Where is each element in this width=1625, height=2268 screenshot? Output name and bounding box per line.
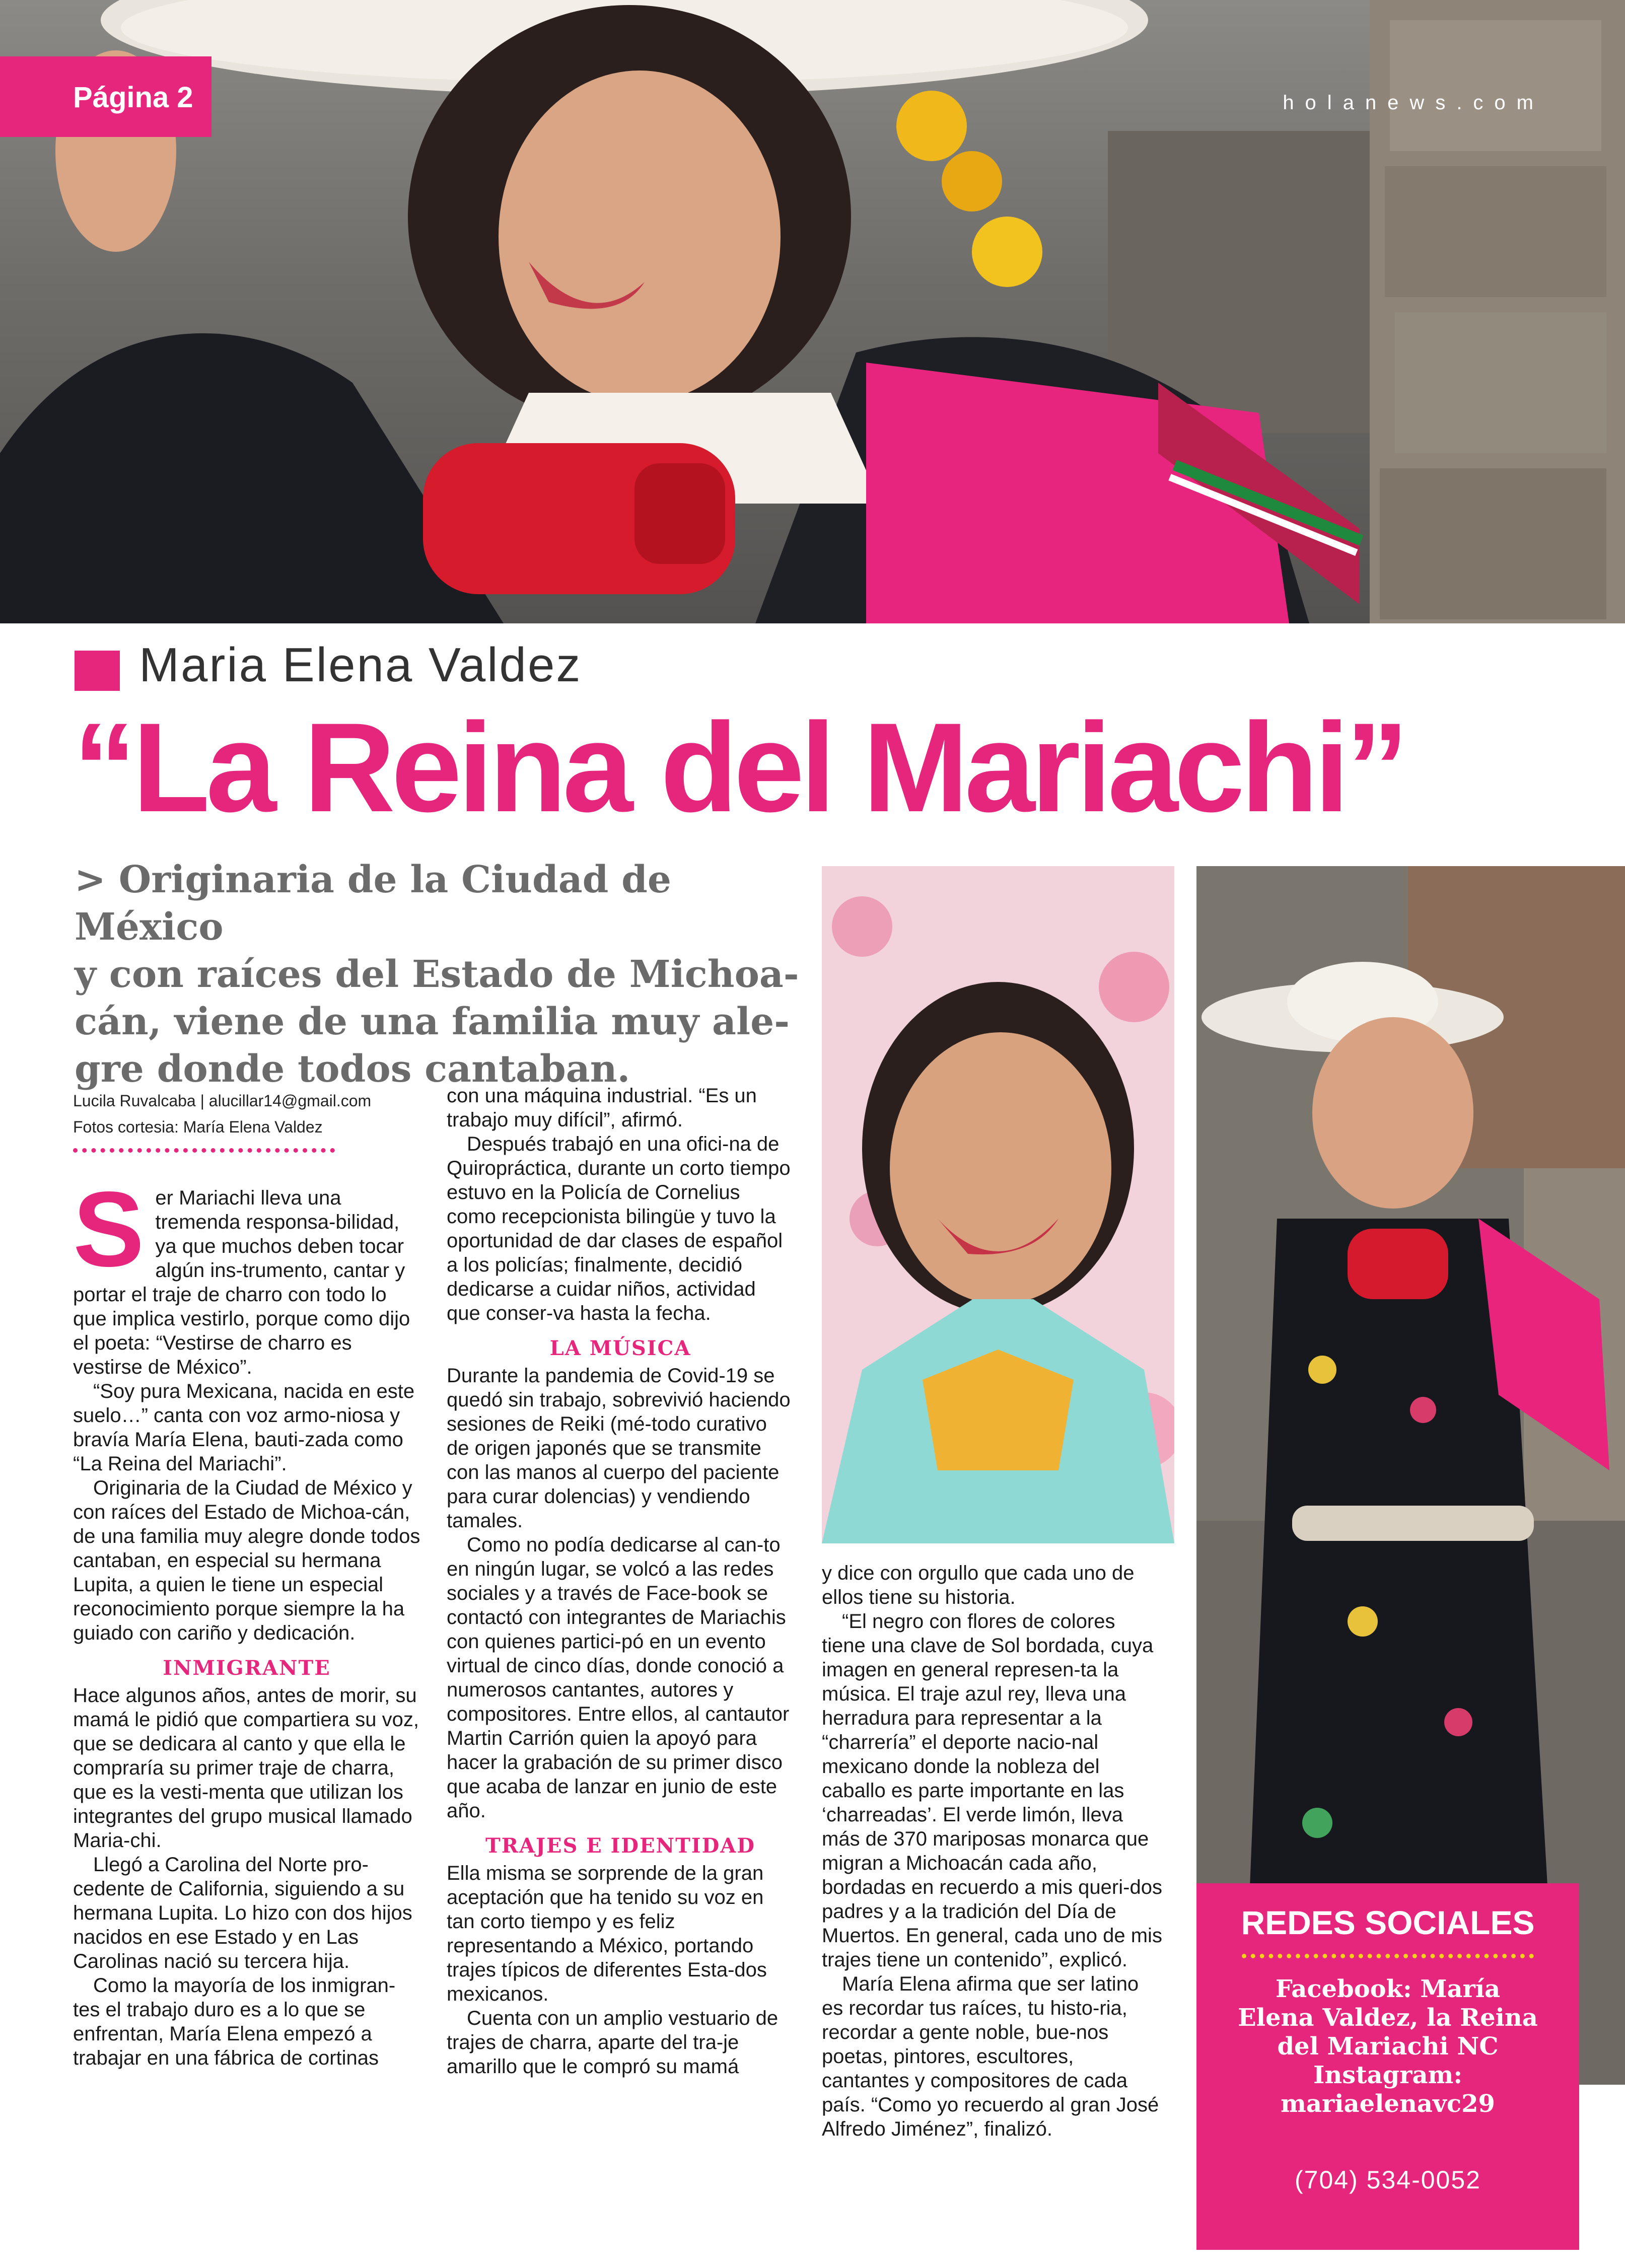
social-box-title: REDES SOCIALES	[1241, 1904, 1535, 1941]
paragraph: “Soy pura Mexicana, nacida en este suelo…” canta con voz armo-niosa y bravía María Elena, bauti-zada como “La Reina del Mariachi”.	[73, 1380, 415, 1475]
social-line: Facebook: María	[1275, 1975, 1501, 2003]
paragraph: Después trabajó en una ofici-na de Quiropráctica, durante un corto tiempo estuvo en la Policía de Cornelius como recepcionista bilingüe y tuvo la oportunidad de dar clases de español a los policías; finalmente, decidió dedicarse a cuidar niños, actividad que conser-va hasta la fecha.	[447, 1133, 791, 1324]
article-column-1	[73, 1169, 420, 2070]
photo-credit: Fotos cortesia: María Elena Valdez	[73, 1118, 323, 1136]
social-line: Elena Valdez, la Reina	[1238, 2004, 1538, 2032]
portrait-illustration	[822, 866, 1174, 1543]
hero-photo	[0, 0, 1625, 623]
paragraph: Hace algunos años, antes de morir, su mamá le pidió que compartiera su voz, que se dedicara al canto y que ella le compraría su primer traje de charra, que es la vesti-menta que utilizan los integrantes del grupo musical llamado Maria-chi.	[73, 1684, 419, 1852]
deck-line: y con raíces del Estado de Michoa-	[75, 953, 799, 996]
article-title: “La Reina del Mariachi”	[73, 697, 1405, 838]
paragraph: Cuenta con un amplio vestuario de trajes de charra, aparte del tra-je amarillo que le compró su mamá	[447, 2007, 779, 2078]
page-number-label: Página 2	[73, 81, 193, 114]
deck-line: > Originaria de la Ciudad de México	[75, 858, 671, 949]
subheading-la-musica: LA MÚSICA	[549, 1336, 691, 1360]
paragraph: Como la mayoría de los inmigran-tes el trabajo duro es a lo que se enfrentan, María Elena empezó a trabajar en una fábrica de cortinas	[73, 1974, 396, 2069]
portrait-photo	[822, 866, 1174, 1543]
social-media-box	[1196, 1883, 1579, 2250]
deck-line: cán, viene de una familia muy ale-	[75, 1000, 790, 1043]
article-column-3	[822, 1561, 1164, 2141]
article-deck	[75, 856, 800, 1093]
paragraph: con una máquina industrial. “Es un trabajo muy difícil”, afirmó.	[447, 1085, 757, 1131]
paragraph: y dice con orgullo que cada uno de ellos tiene su historia.	[822, 1562, 1135, 1608]
paragraph: er Mariachi lleva una tremenda responsa-bilidad, ya que muchos deben tocar algún ins-trumento, cantar y portar el traje de charro con todo lo que implica vestirlo, porque como dijo el poeta: “Vestirse de charro es vestirse de México”.	[73, 1187, 410, 1378]
subheading-inmigrante: INMIGRANTE	[163, 1656, 331, 1680]
face	[499, 70, 781, 403]
social-line: mariaelenavc29	[1281, 2090, 1495, 2118]
social-line: Instagram:	[1313, 2061, 1463, 2089]
kicker-square	[75, 651, 120, 691]
article-column-2	[447, 1084, 794, 2079]
site-url: holanews.com	[1283, 92, 1544, 114]
face	[890, 1032, 1111, 1304]
byline	[73, 1088, 371, 1140]
subheading-trajes-e-identidad: TRAJES E IDENTIDAD	[485, 1834, 756, 1858]
paragraph: “El negro con flores de colores tiene una clave de Sol bordada, cuya imagen en general represen-ta la música. El traje azul rey, lleva una herradura para representar a la “charrería” el deporte nacio-nal mexicano donde la nobleza del caballo es parte importante en las ‘charreadas’. El verde limón, lleva más de 370 mariposas monarca que migran a Michoacán cada año, bordadas en recuerdo a mis queri-dos padres y a la tradición del Día de Muertos. En general, cada uno de mis trajes tiene un contenido”, explicó.	[822, 1610, 1162, 1971]
paragraph: Llegó a Carolina del Norte pro-cedente de California, siguiendo a su hermana Lupita. Lo hizo con dos hijos nacidos en ese Estado y en Las Carolinas nació su tercera hija.	[73, 1854, 412, 1972]
belt	[1292, 1506, 1534, 1541]
page-number-tab	[0, 56, 211, 137]
yellow-dotted-divider	[1242, 1954, 1534, 1958]
social-line: del Mariachi NC	[1277, 2032, 1499, 2061]
phone-number: (704) 534-0052	[1295, 2166, 1481, 2194]
kicker-name: Maria Elena Valdez	[139, 638, 582, 692]
paragraph: María Elena afirma que ser latino es recordar tus raíces, tu histo-ria, recordar a gente noble, bue-nos poetas, pintores, escultores, cantantes y compositores de cada país. “Como yo recuerdo al gran José Alfredo Jiménez”, finalizó.	[822, 1973, 1159, 2140]
face	[1312, 1017, 1473, 1209]
social-info	[1212, 1975, 1564, 2118]
paragraph: Ella misma se sorprende de la gran aceptación que ha tenido su voz en tan corto tiempo y es feliz representando a México, portando trajes típicos de diferentes Esta-dos mexicanos.	[447, 1862, 767, 2005]
author-credit: Lucila Ruvalcaba | alucillar14@gmail.com	[73, 1092, 372, 1110]
paragraph: Originaria de la Ciudad de México y con raíces del Estado de Michoa-cán, de una familia muy alegre donde todos cantaban, en especial su hermana Lupita, a quien le tiene un especial reconocimiento porque siempre la ha guiado con cariño y dedicación.	[73, 1477, 420, 1644]
paragraph: Durante la pandemia de Covid-19 se quedó sin trabajo, sobrevivió haciendo sesiones de Reiki (mé-todo curativo de origen japonés que se transmite con las manos al cuerpo del paciente para curar dolencias) y vendiendo tamales.	[447, 1365, 791, 1532]
drop-cap: S	[73, 1169, 145, 1289]
dotted-divider	[73, 1148, 335, 1153]
paragraph: Como no podía dedicarse al can-to en ningún lugar, se volcó a las redes sociales y a través de Face-book se contactó con integrantes de Mariachis con quienes partici-pó en un evento virtual de cinco días, donde conoció a numerosos cantantes, autores y compositores. Entre ellos, al cantautor Martin Carrión quien la apoyó para hacer la grabación de su primer disco que acaba de lanzar en junio de este año.	[447, 1534, 790, 1822]
deck-line: gre donde todos cantaban.	[75, 1047, 630, 1091]
yellow-flowers	[896, 91, 967, 161]
